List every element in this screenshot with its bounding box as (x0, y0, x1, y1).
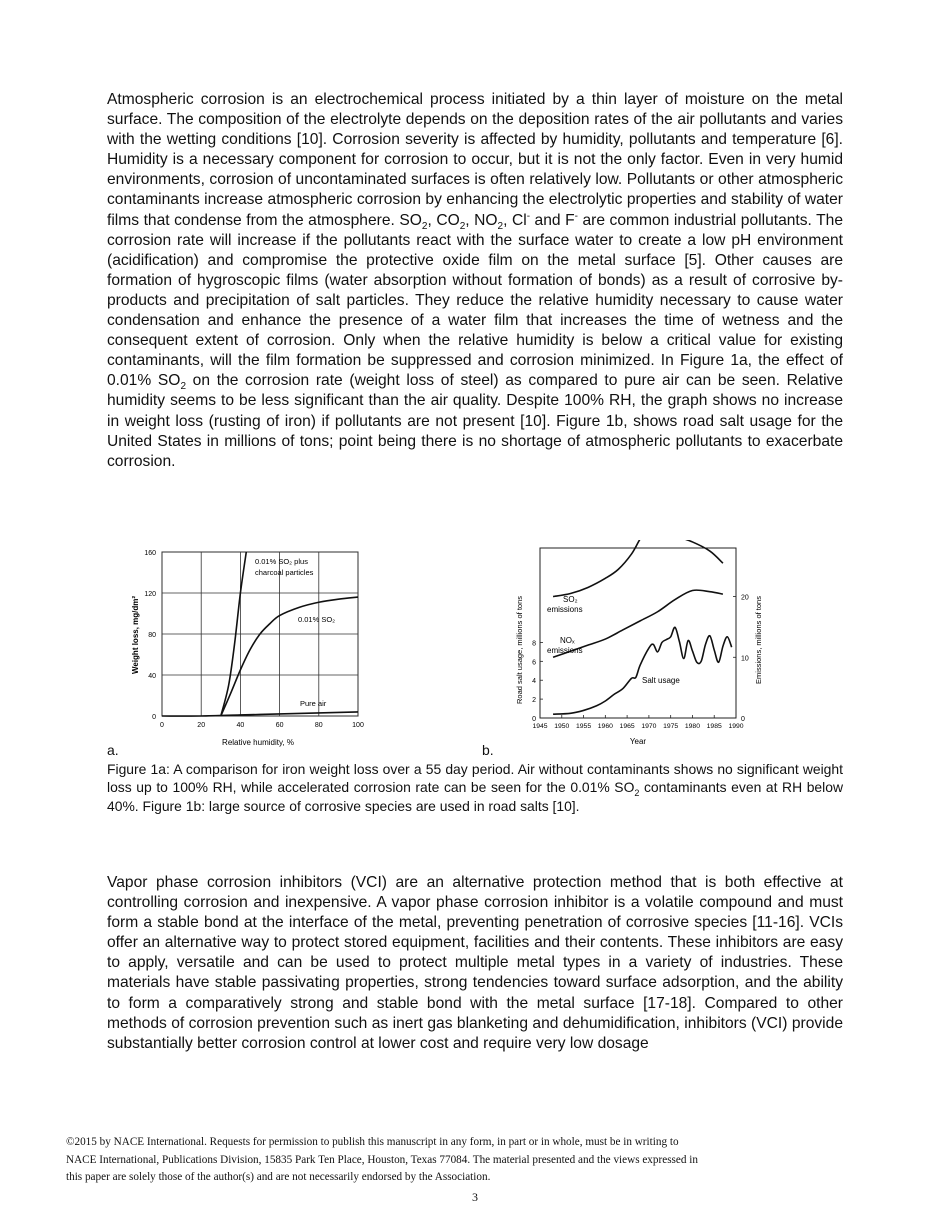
chart-a-y-tick: 80 (148, 632, 156, 639)
chart-a-y-tick: 0 (152, 714, 156, 721)
footer-line-3: this paper are solely those of the author(s) and are not necessarily endorsed by the Association. (66, 1171, 491, 1183)
chart-b-x-tick: 1985 (706, 723, 722, 730)
chart-b-y-right-tick: 0 (741, 716, 745, 723)
page-number: 3 (472, 1190, 478, 1204)
body-paragraph-1: Atmospheric corrosion is an electrochemical process initiated by a thin layer of moisture on the metal surface. The composition of the electrolyte depends on the deposition rates of the air pollutants and varies with the wetting conditions [10]. Corrosion severity is affected by humidity, pollutants and temperature [6]. Humidity is a necessary component for corrosion to occur, but it is not the only factor. Even in very humid environments, corrosion of uncontaminated surfaces is often relatively low. Pollutants or other atmospheric contaminants increase atmospheric corrosion by enhancing the electrolytic properties and stability of water films that condense from the atmosphere. $SO_2$, $CO_2$, $NO_2$, Cl- and F- are common industrial pollutants. The corrosion rate will increase if the pollutants react with the surface water to create a low pH environment (acidification) and compromise the protective oxide film on the metal surface [5]. Other causes are formation of hygroscopic films (water absorption without formation of bonds) as a result of corrosive by-products and precipitation of salt particles. They reduce the relative humidity necessary to cause water condensation and enhance the presence of a water film that increases the time of wetness and the consequent extent of corrosion. Only when the relative humidity is below a critical value for existing contaminants, will the film formation be suppressed and corrosion minimized. In Figure 1a, the effect of 0.01% $SO_2$ on the corrosion rate (weight loss of steel) as compared to pure air can be seen. Relative humidity seems to be less significant than the air quality. Despite 100% RH, the graph shows no increase in weight loss (rusting of iron) if pollutants are not present [10]. Figure 1b, shows road salt usage for the United States in millions of tons; point being there is no shortage of atmospheric pollutants to exacerbate corrosion. (107, 91, 843, 470)
chart-a-series-label-so2-charcoal-2: charcoal particles (255, 568, 314, 577)
chart-b-x-tick: 1980 (684, 723, 701, 730)
chart-b-ylabel-right: Emissions, millions of tons (754, 596, 763, 684)
figure-1a-chart (110, 540, 375, 750)
chart-a-y-tick: 160 (144, 550, 156, 557)
figure-1b-chart (505, 540, 770, 750)
footer-line-2: NACE International, Publications Division, 15835 Park Ten Place, Houston, Texas 77084. The material presented and the views expressed in (66, 1153, 698, 1166)
chart-b-x-tick: 1975 (663, 723, 679, 730)
chart-b-x-tick: 1965 (619, 723, 635, 730)
chart-b-so2-label-2: emissions (547, 605, 583, 614)
chart-b-y-right-tick: 20 (741, 594, 749, 602)
chart-a-ylabel: Weight loss, mg/dm² (131, 595, 140, 675)
panel-label-b: b. (482, 742, 494, 758)
chart-b-x-tick: 1990 (728, 723, 744, 730)
figure-caption: Figure 1a: A comparison for iron weight loss over a 55 day period. Air without contaminants shows no significant weight loss up to 100% RH, while accelerated corrosion rate can be seen for the 0.01% $SO_2$ contaminants even at RH below 40%. Figure 1b: large source of corrosive species are used in road salts [10]. (107, 761, 843, 814)
chart-a-x-tick: 80 (314, 722, 323, 729)
chart-b-xlabel: Year (629, 737, 647, 746)
chart-b-y-left-tick: 2 (532, 697, 536, 705)
chart-b-y-left-tick: 6 (532, 659, 536, 667)
chart-a-y-tick: 40 (148, 673, 156, 680)
chart-a-x-tick: 0 (160, 722, 164, 729)
chart-a-series-label-pure-air: Pure air (300, 699, 327, 708)
chart-b-nox-label-2: emissions (547, 646, 583, 655)
copyright-footer (66, 1134, 826, 1187)
chart-b-so2-label-1: SO₂ (563, 595, 578, 604)
chart-a-xlabel: Relative humidity, % (222, 738, 294, 747)
chart-b-nox-label-1: NOₓ (560, 636, 575, 645)
chart-b-series (553, 540, 732, 714)
chart-a-x-tick: 40 (236, 722, 245, 729)
chart-b-x-tick: 1970 (641, 723, 657, 730)
chart-a-series-label-so2-charcoal-1: 0.01% SO₂ plus (255, 557, 308, 566)
panel-label-a: a. (107, 742, 119, 758)
chart-b-y-left-tick: 4 (532, 678, 536, 686)
body-paragraph-2: Vapor phase corrosion inhibitors (VCI) are an alternative protection method that is both effective at controlling corrosion and inexpensive. A vapor phase corrosion inhibitor is a volatile compound and must form a stable bond at the interface of the metal, preventing penetration of corrosive species [11-16]. VCIs offer an alternative way to protect stored equipment, facilities and their contents. These inhibitors are easy to apply, versatile and can be used to protect multiple metal types in a variety of industries. These materials have stable passivating properties, strong tendencies toward surface adsorption, and the ability to form a comparatively strong and stable bond with the metal surface [17-18]. Compared to other methods of corrosion prevention such as inert gas blanketing and dehumidification, inhibitors (VCI) provide substantially better corrosion control at lower cost and require very low dosage (107, 874, 843, 1052)
chart-a-series-label-so2: 0.01% SO₂ (298, 615, 336, 624)
chart-b-y-left-tick: 0 (532, 716, 536, 723)
chart-b-salt-label: Salt usage (642, 676, 680, 685)
chart-a-line-2 (162, 712, 358, 716)
chart-b-tick-labels (532, 595, 749, 730)
chart-b-x-tick: 1960 (597, 723, 613, 730)
chart-a-x-tick: 20 (197, 722, 206, 729)
chart-a-x-tick: 60 (275, 722, 284, 729)
chart-b-line-2 (553, 627, 732, 714)
footer-line-1: ©2015 by NACE International. Requests for permission to publish this manuscript in any form, in part or in whole, must be in writing to (66, 1136, 679, 1148)
chart-a-line-1 (221, 597, 358, 716)
chart-b-y-right-tick: 10 (741, 655, 749, 663)
chart-b-ylabel-left: Road salt usage, millions of tons (515, 596, 524, 704)
chart-a-y-tick: 120 (144, 591, 156, 598)
chart-b-x-tick: 1945 (532, 723, 548, 730)
chart-b-x-tick: 1950 (554, 723, 570, 730)
chart-b-x-tick: 1955 (575, 723, 592, 730)
chart-a-x-tick: 100 (352, 722, 364, 729)
chart-b-frame (540, 548, 736, 718)
chart-b-y-left-tick: 8 (532, 640, 536, 648)
chart-b-axes (540, 548, 736, 718)
